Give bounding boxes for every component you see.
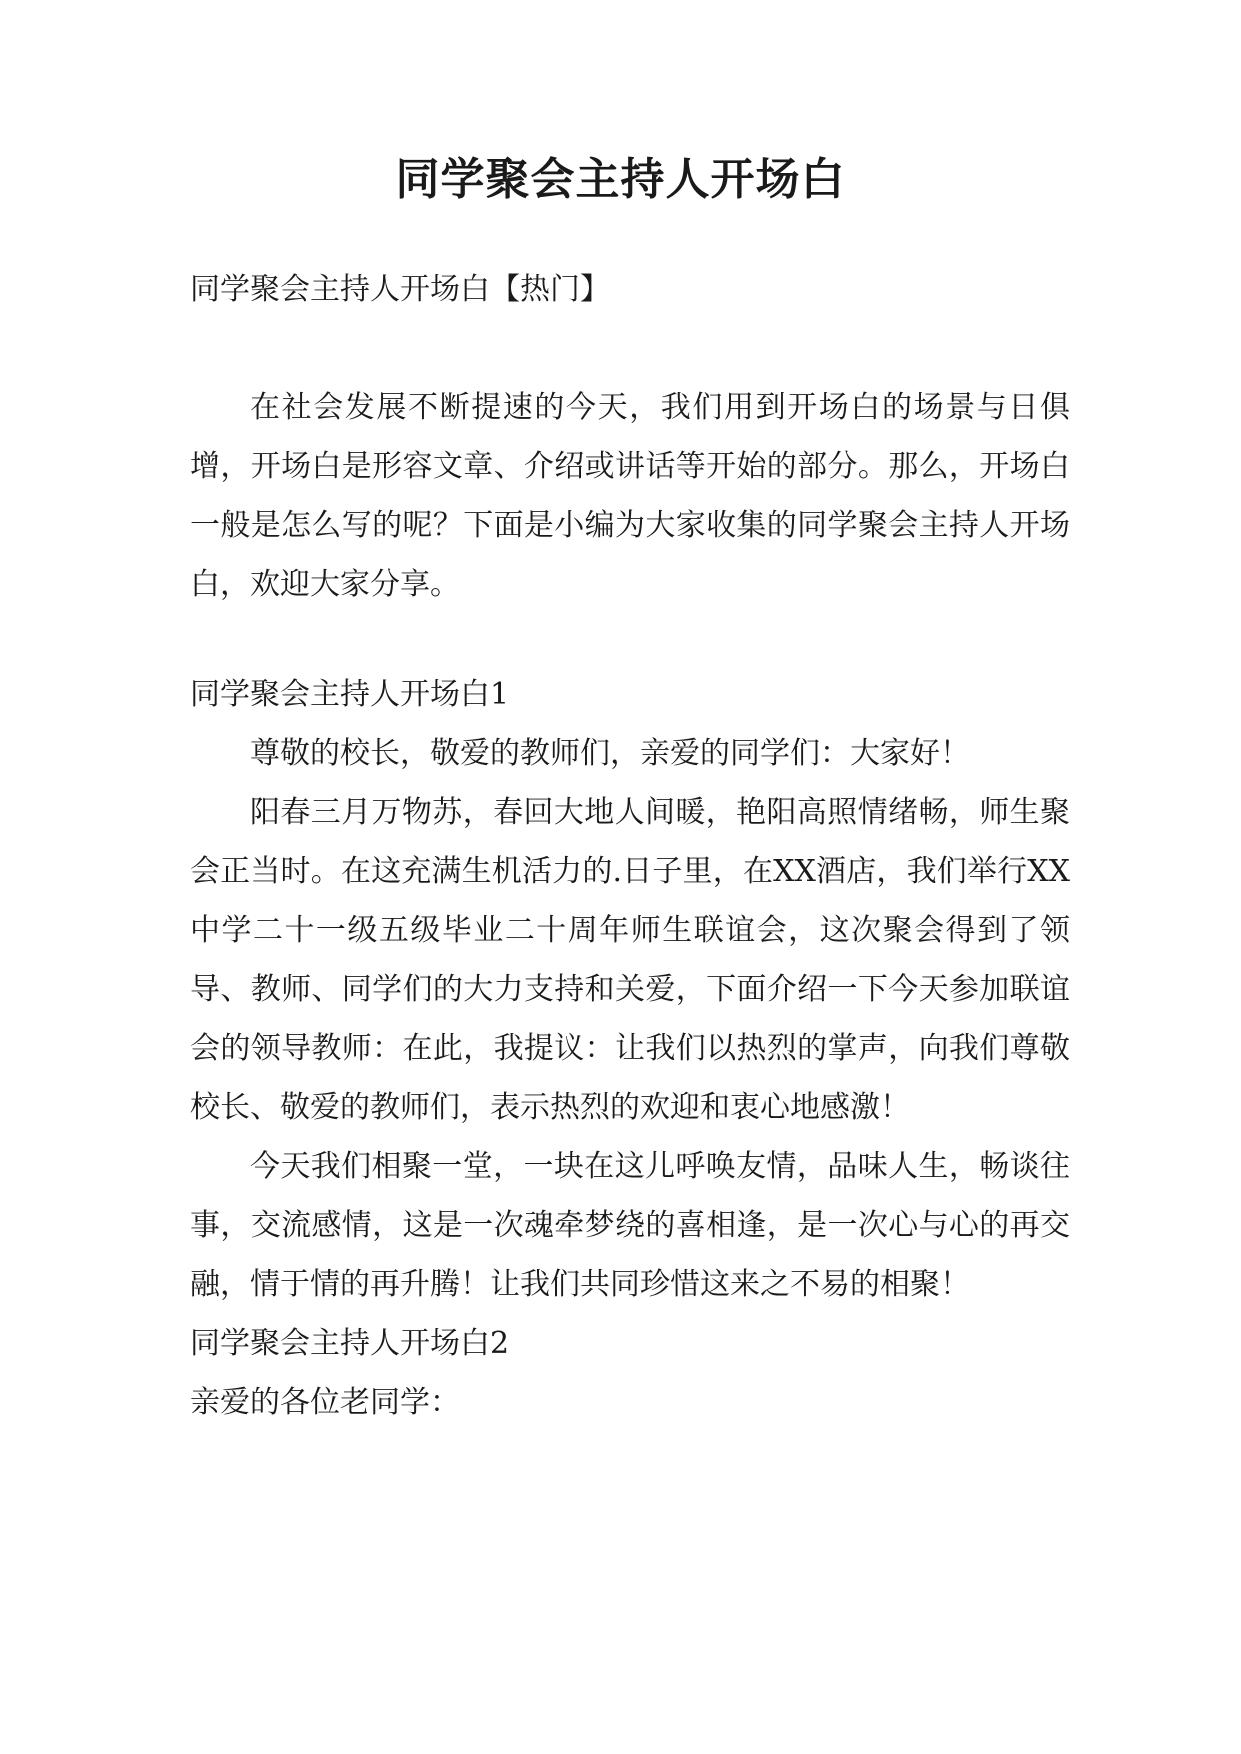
- section2-greeting: 亲爱的各位老同学：: [190, 1385, 460, 1420]
- section1-paragraph: 今天我们相聚一堂，一块在这儿呼唤友情，品味人生，畅谈往事，交流感情，这是一次魂牵梦绕的喜相逢，是一次心与心的再交融，情于情的再升腾！让我们共同珍惜这来之不易的相聚！: [190, 1149, 1070, 1302]
- section-heading-1: 同学聚会主持人开场白1: [190, 677, 510, 712]
- section1-paragraph: 尊敬的校长，敬爱的教师们，亲爱的同学们：大家好！: [250, 736, 970, 771]
- section1-paragraph: 阳春三月万物苏，春回大地人间暖，艳阳高照情绪畅，师生聚会正当时。在这充满生机活力的.日子里，在XX酒店，我们举行XX中学二十一级五级毕业二十周年师生联谊会，这次聚会得到了领导、教师、同学们的大力支持和关爱，下面介绍一下今天参加联谊会的领导教师：在此，我提议：让我们以热烈的掌声，向我们尊敬校长、敬爱的教师们，表示热烈的欢迎和衷心地感激！: [190, 795, 1070, 1125]
- section-heading-2: 同学聚会主持人开场白2: [190, 1326, 510, 1361]
- document-subtitle: 同学聚会主持人开场白【热门】: [190, 272, 610, 307]
- document-title: 同学聚会主持人开场白: [395, 154, 846, 205]
- intro-paragraph: 在社会发展不断提速的今天，我们用到开场白的场景与日俱增，开场白是形容文章、介绍或讲话等开始的部分。那么，开场白一般是怎么写的呢？下面是小编为大家收集的同学聚会主持人开场白，欢迎大家分享。: [190, 390, 1070, 602]
- document-body: [190, 260, 1070, 1432]
